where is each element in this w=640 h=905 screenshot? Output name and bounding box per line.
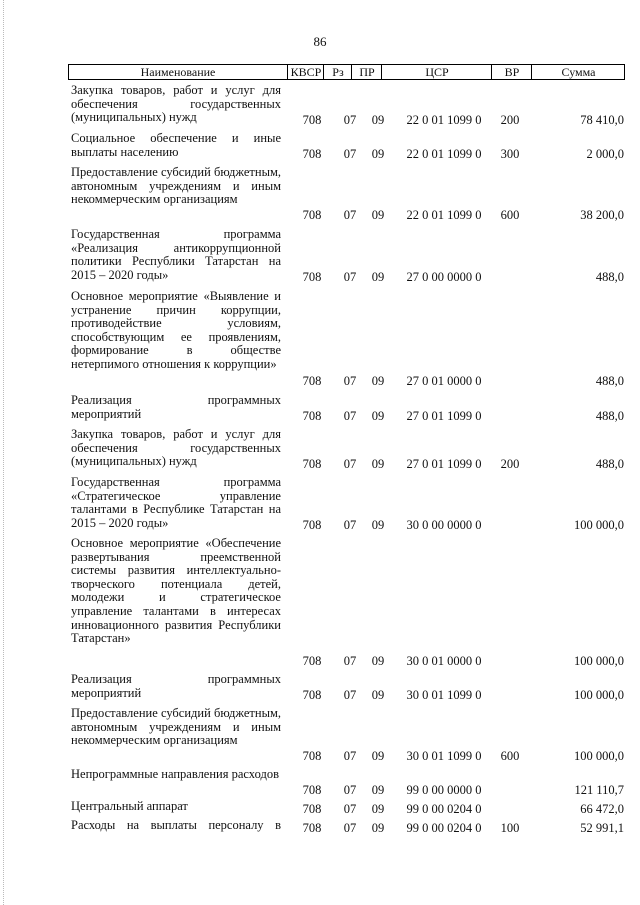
row-pr: 09 [371, 113, 385, 127]
row-vr: 600 [500, 208, 520, 222]
row-pr: 09 [371, 821, 385, 835]
row-pr: 09 [371, 147, 385, 161]
table-row [0, 673, 640, 702]
row-name: Предоставление субсидий бюджетным, автономным учреждениям и иным некоммерческим организациям [71, 165, 281, 207]
row-rz: 07 [343, 518, 357, 532]
row-name: Центральный аппарат [71, 799, 188, 813]
row-vr: 300 [500, 147, 520, 161]
row-kvsr: 708 [302, 113, 322, 127]
row-name: Закупка товаров, работ и услуг для обеспечения государственных (муниципальных) нужд [71, 83, 281, 125]
table-row [0, 819, 640, 835]
row-name: Предоставление субсидий бюджетным, автономным учреждениям и иным некоммерческим организациям [71, 706, 281, 748]
row-sum: 121 110,7 [574, 783, 624, 797]
row-csr: 27 0 00 0000 0 [406, 270, 482, 284]
table-row [0, 428, 640, 471]
row-name: Государственная программа «Реализация антикоррупционной политики Республики Татарстан на 2015 – 2020 годы» [71, 227, 281, 282]
row-sum: 488,0 [595, 270, 624, 284]
table-row [0, 476, 640, 532]
table-row [0, 166, 640, 222]
table-row [0, 228, 640, 284]
page-number: 86 [313, 34, 327, 49]
row-sum: 100 000,0 [574, 654, 624, 668]
row-rz: 07 [343, 270, 357, 284]
row-sum: 38 200,0 [580, 208, 624, 222]
row-rz: 07 [343, 802, 357, 816]
row-sum: 100 000,0 [574, 688, 624, 702]
header-pr: ПР [351, 65, 382, 79]
header-csr: ЦСР [381, 65, 492, 79]
row-sum: 52 991,1 [580, 821, 624, 835]
row-sum: 100 000,0 [574, 518, 624, 532]
table-row [0, 800, 640, 816]
row-rz: 07 [343, 409, 357, 423]
row-csr: 22 0 01 1099 0 [406, 147, 482, 161]
row-pr: 09 [371, 208, 385, 222]
row-pr: 09 [371, 654, 385, 668]
row-csr: 22 0 01 1099 0 [406, 113, 482, 127]
row-kvsr: 708 [302, 457, 322, 471]
row-csr: 27 0 01 1099 0 [406, 457, 482, 471]
row-sum: 66 472,0 [580, 802, 624, 816]
row-pr: 09 [371, 374, 385, 388]
table-row [0, 132, 640, 161]
table-row [0, 290, 640, 388]
table-row [0, 394, 640, 423]
row-sum: 100 000,0 [574, 749, 624, 763]
row-pr: 09 [371, 783, 385, 797]
row-pr: 09 [371, 688, 385, 702]
row-kvsr: 708 [302, 802, 322, 816]
row-name: Реализация программных мероприятий [71, 393, 281, 421]
row-pr: 09 [371, 802, 385, 816]
row-vr: 100 [500, 821, 520, 835]
row-vr: 200 [500, 113, 520, 127]
row-csr: 30 0 01 1099 0 [406, 688, 482, 702]
header-name: Наименование [140, 65, 216, 79]
row-kvsr: 708 [302, 208, 322, 222]
table-row [0, 707, 640, 763]
row-kvsr: 708 [302, 749, 322, 763]
row-rz: 07 [343, 147, 357, 161]
row-name: Закупка товаров, работ и услуг для обеспечения государственных (муниципальных) нужд [71, 427, 281, 469]
row-rz: 07 [343, 654, 357, 668]
row-rz: 07 [343, 783, 357, 797]
row-csr: 30 0 01 1099 0 [406, 749, 482, 763]
row-rz: 07 [343, 749, 357, 763]
row-name: Основное мероприятие «Обеспечение развертывания преемственной системы развития интеллектуально-творческого потенциала детей, молодежи и стратегическое управление талантами в интересах инновационного развития Республики Татарстан» [71, 536, 281, 646]
row-kvsr: 708 [302, 821, 322, 835]
row-sum: 78 410,0 [580, 113, 624, 127]
row-pr: 09 [371, 457, 385, 471]
row-csr: 27 0 01 0000 0 [406, 374, 482, 388]
row-name: Социальное обеспечение и иные выплаты населению [71, 131, 281, 159]
row-sum: 488,0 [595, 374, 624, 388]
table-row [0, 768, 640, 797]
row-rz: 07 [343, 457, 357, 471]
row-kvsr: 708 [302, 409, 322, 423]
row-pr: 09 [371, 749, 385, 763]
row-kvsr: 708 [302, 688, 322, 702]
row-kvsr: 708 [302, 518, 322, 532]
row-csr: 27 0 01 1099 0 [406, 409, 482, 423]
row-pr: 09 [371, 270, 385, 284]
row-vr: 200 [500, 457, 520, 471]
row-name: Реализация программных мероприятий [71, 672, 281, 700]
row-sum: 488,0 [595, 457, 624, 471]
row-rz: 07 [343, 208, 357, 222]
row-pr: 09 [371, 518, 385, 532]
row-csr: 30 0 01 0000 0 [406, 654, 482, 668]
row-pr: 09 [371, 409, 385, 423]
row-csr: 99 0 00 0204 0 [406, 802, 482, 816]
header-kvsr: КВСР [287, 65, 324, 79]
row-rz: 07 [343, 688, 357, 702]
header-sum: Сумма [531, 65, 625, 79]
row-kvsr: 708 [302, 654, 322, 668]
row-kvsr: 708 [302, 783, 322, 797]
row-kvsr: 708 [302, 270, 322, 284]
row-sum: 2 000,0 [586, 147, 624, 161]
row-rz: 07 [343, 821, 357, 835]
table-header [68, 64, 625, 80]
row-rz: 07 [343, 374, 357, 388]
row-csr: 99 0 00 0204 0 [406, 821, 482, 835]
header-rz: Рз [323, 65, 352, 79]
row-csr: 22 0 01 1099 0 [406, 208, 482, 222]
table-row [0, 537, 640, 668]
row-name: Непрограммные направления расходов [71, 767, 279, 781]
row-rz: 07 [343, 113, 357, 127]
row-kvsr: 708 [302, 147, 322, 161]
table-row [0, 84, 640, 127]
row-name: Государственная программа «Стратегическое управление талантами в Республике Татарстан на 2015 – 2020 годы» [71, 475, 281, 530]
row-csr: 99 0 00 0000 0 [406, 783, 482, 797]
row-name: Расходы на выплаты персоналу в [71, 818, 281, 832]
row-vr: 600 [500, 749, 520, 763]
row-name: Основное мероприятие «Выявление и устранение причин коррупции, противодействие условиям, способствующим ее проявлениям, формирование в обществе нетерпимого отношения к коррупции» [71, 289, 281, 371]
row-sum: 488,0 [595, 409, 624, 423]
header-vr: ВР [491, 65, 532, 79]
row-csr: 30 0 00 0000 0 [406, 518, 482, 532]
row-kvsr: 708 [302, 374, 322, 388]
